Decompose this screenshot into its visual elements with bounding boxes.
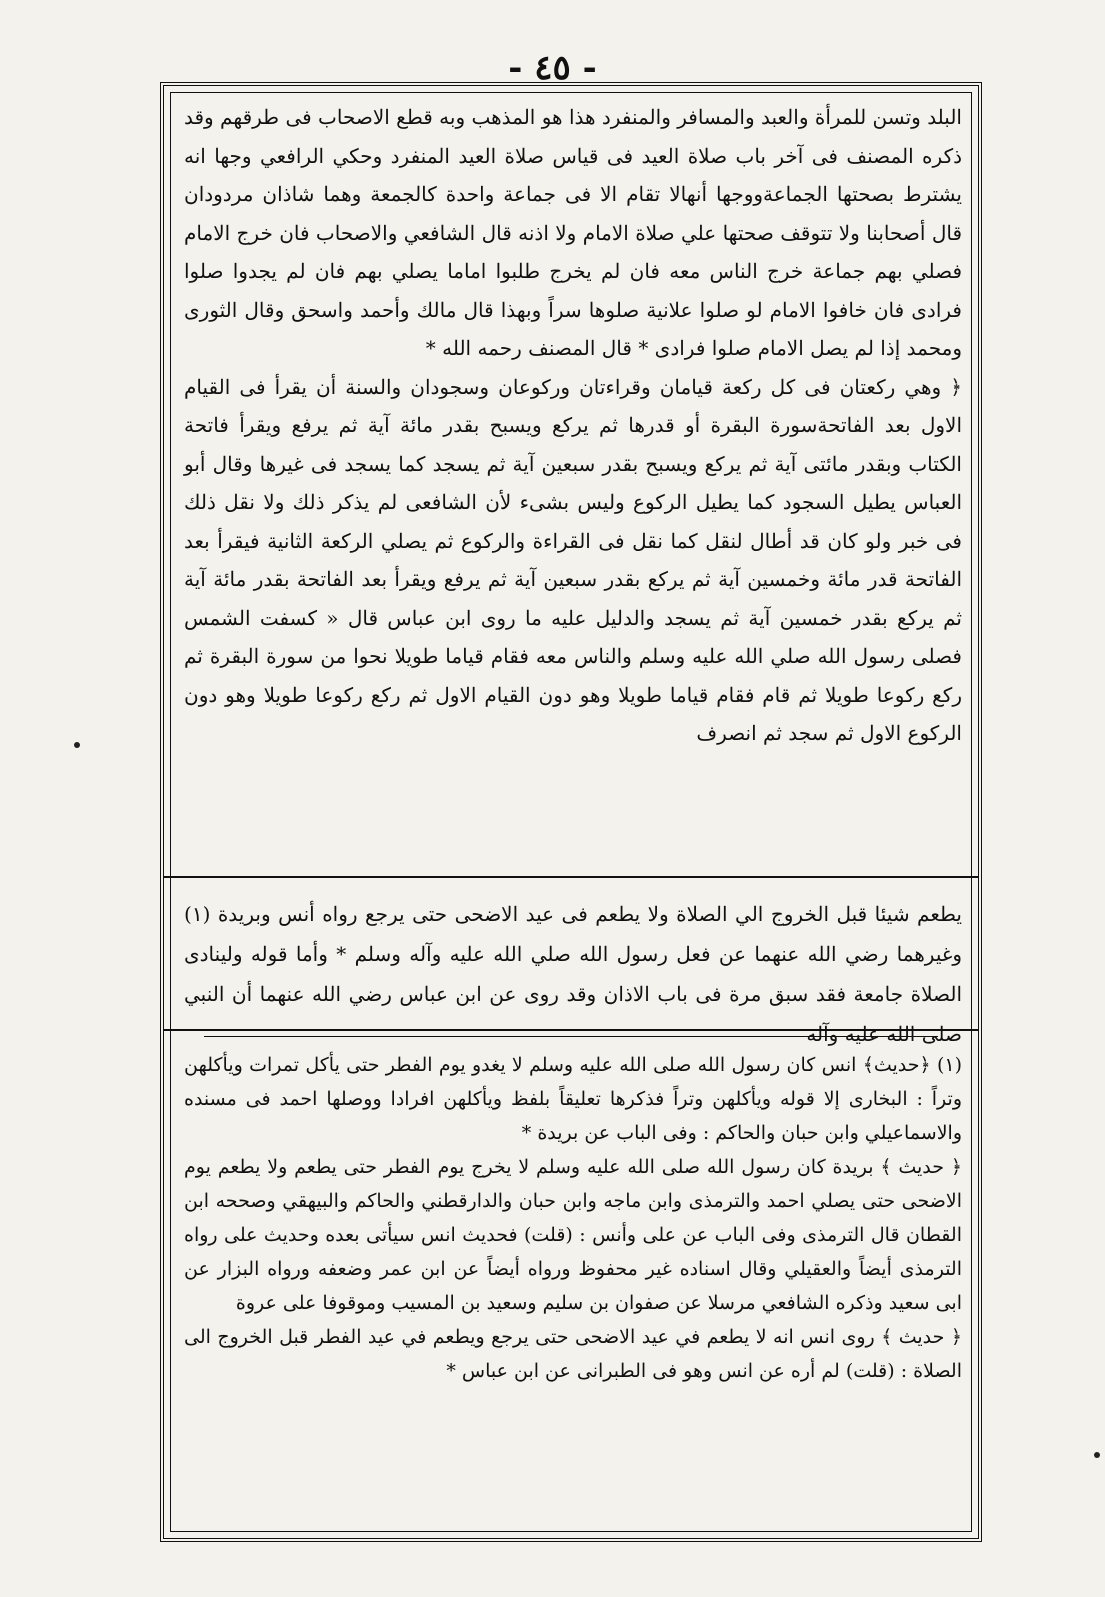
footnote-paragraph: (١) ﴿حديث﴾ انس كان رسول الله صلى الله عليه وسلم لا يغدو يوم الفطر حتى يأكل تمرات ويأكلهن وتراً : البخارى إلا قوله ويأكلهن وتراً فذكرها تعليقاً بلفظ ويأكلهن افرادا ووصلها احمد فى مسنده والاسماعيلي وابن حبان والحاكم : وفى الباب عن بريدة * [184, 1054, 962, 1144]
main-text-block [184, 98, 962, 858]
commentary-block [184, 894, 962, 1044]
page-frame [160, 82, 982, 1542]
ink-blot [1094, 1452, 1100, 1458]
footnotes-block [184, 1048, 962, 1528]
footnote-divider [204, 1036, 938, 1037]
page-number: - ٤٥ - [508, 48, 597, 88]
footnote-paragraph: ﴿ حديث ﴾ بريدة كان رسول الله صلى الله عليه وسلم لا يخرج يوم الفطر حتى يطعم ولا يطعم يوم الاضحى حتى يصلي احمد والترمذى وابن ماجه وابن حبان والدارقطني والحاكم والبيهقي وصححه ابن القطان قال الترمذى وفى الباب عن على وأنس : (قلت) فحديث انس سيأتى بعده وحديث على رواه الترمذى أيضاً والعقيلي وقال اسناده غير محفوظ ورواه أيضاً عن ابن عمر وضعفه ورواه البزار عن ابى سعيد وذكره الشافعي مرسلا عن صفوان بن سليم وسعيد بن المسيب وموقوفا على عروة [184, 1156, 962, 1314]
footnote-paragraph: ﴿ حديث ﴾ روى انس انه لا يطعم في عيد الاضحى حتى يرجع ويطعم في عيد الفطر قبل الخروج الى الصلاة : (قلت) لم أره عن انس وهو فى الطبرانى عن ابن عباس * [184, 1326, 962, 1382]
ink-blot [74, 742, 80, 748]
main-paragraph: البلد وتسن للمرأة والعبد والمسافر والمنفرد هذا هو المذهب وبه قطع الاصحاب فى طرقهم وقد ذكره المصنف فى آخر باب صلاة العيد فى قياس صلاة العيد المنفرد وحكي الرافعي وجها انه يشترط بصحتها الجماعةووجها أنهالا تقام الا فى جماعة واحدة كالجمعة وهما شاذان مردودان قال أصحابنا ولا تتوقف صحتها علي صلاة الامام ولا اذنه قال الشافعي والاصحاب فان خرج الامام فصلي بهم جماعة خرج الناس معه فان لم يخرج طلبوا اماما يصلي بهم فان لم يجدوا صلوا فرادى فان خافوا الامام لو صلوا علانية صلوها سراً وبهذا قال مالك وأحمد واسحق وقال الثورى ومحمد إذا لم يصل الامام صلوا فرادى * قال المصنف رحمه الله * [183, 105, 962, 360]
section-divider [164, 1029, 978, 1031]
commentary-paragraph: يطعم شيئا قبل الخروج الي الصلاة ولا يطعم فى عيد الاضحى حتى يرجع رواه أنس وبريدة (١) وغيرهما رضي الله عنهما عن فعل رسول الله صلي الله عليه وآله وسلم * وأما قوله ولينادى الصلاة جامعة فقد سبق مرة فى باب الاذان وقد روى عن ابن عباس رضي الله عنهما أن النبي صلى الله عليه وآله [184, 902, 962, 1046]
section-divider [164, 876, 978, 878]
main-paragraph: ﴿ وهي ركعتان فى كل ركعة قيامان وقراءتان وركوعان وسجودان والسنة أن يقرأ فى القيام الاول بعد الفاتحةسورة البقرة أو قدرها ثم يركع ويسبح بقدر مائة آية ثم يرفع ويقرأ فاتحة الكتاب وبقدر مائتى آية ثم يركع ويسبح بقدر سبعين آية ثم يسجد كما يسجد فى غيرها وقال أبو العباس يطيل السجود كما يطيل الركوع وليس بشىء لأن الشافعى لم يذكر ذلك ولا نقل ذلك فى خبر ولو كان قد أطال لنقل كما نقل فى القراءة والركوع ثم يصلي الركعة الثانية فيقرأ بعد الفاتحة قدر مائة وخمسين آية ثم يركع بقدر سبعين آية ثم يرفع ويقرأ بعد الفاتحة بقدر مائة آية ثم يركع بقدر خمسين آية ثم يسجد والدليل عليه ما روى ابن عباس قال « كسفت الشمس فصلى رسول الله صلي الله عليه وسلم والناس معه فقام قياما طويلا نحوا من سورة البقرة ثم ركع ركوعا طويلا ثم قام فقام قياما طويلا وهو دون القيام الاول ثم ركع ركوعا طويلا وهو دون الركوع الاول ثم سجد ثم انصرف [184, 374, 962, 745]
